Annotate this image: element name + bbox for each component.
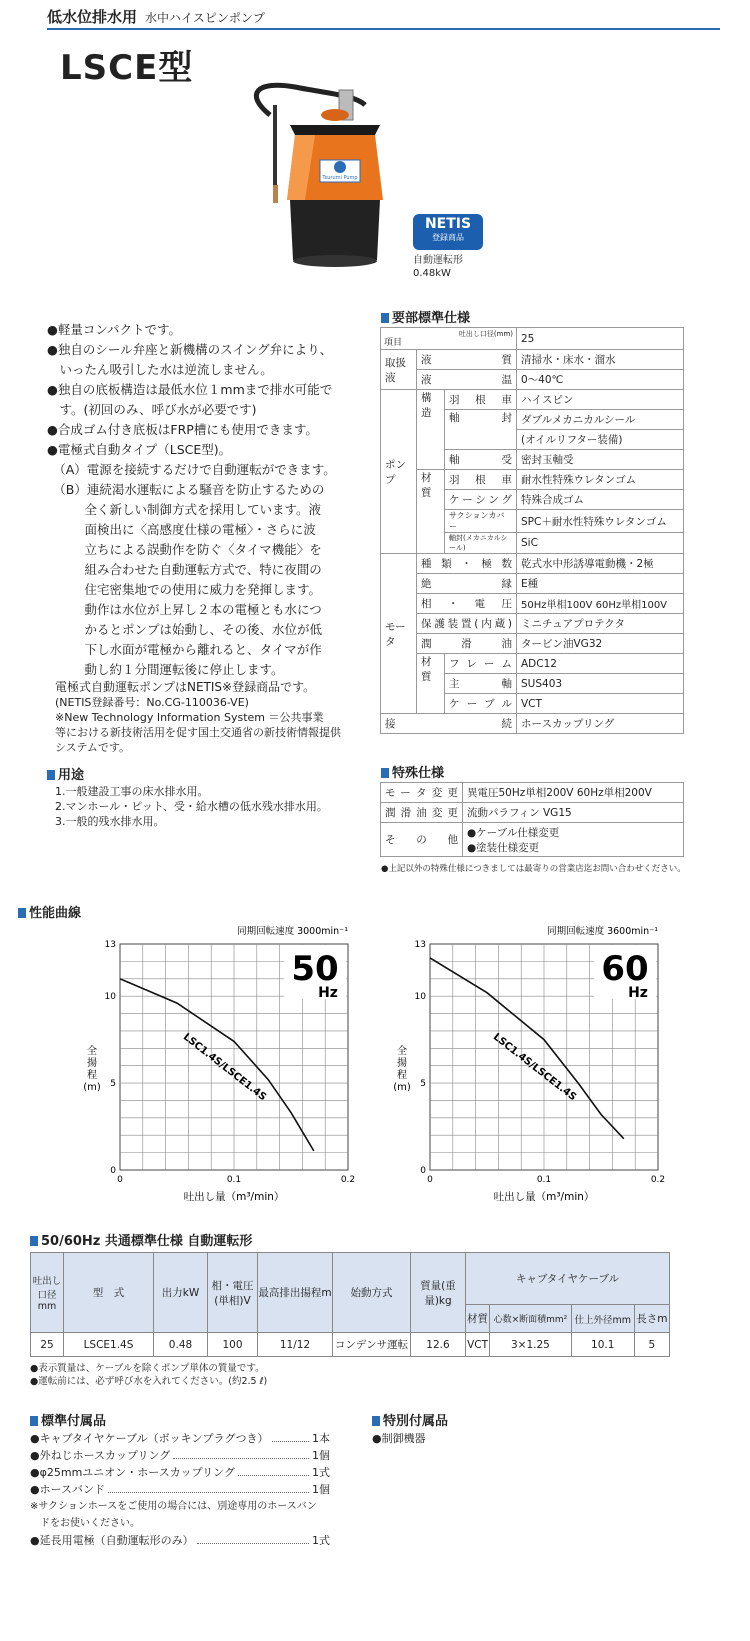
x-tick-label: 0.2 xyxy=(340,1175,356,1185)
pump-caption: 自動運転形 0.48kW xyxy=(413,255,463,279)
freq-unit: Hz xyxy=(318,985,338,1001)
y-axis-label: 全揚程(m) xyxy=(393,1046,411,1093)
series-label: LSC1.4S/LSCE1.4S xyxy=(490,1031,579,1104)
feature-item: 面検出に〈高感度仕様の電極〉・さらに波 xyxy=(47,522,316,537)
acc-name: ●φ25mmユニオン・ホースカップリング xyxy=(30,1466,235,1479)
acc-item xyxy=(30,1532,330,1549)
model-title: LSCE型 xyxy=(60,48,194,88)
chart-60hz xyxy=(380,920,680,1205)
feature-item: （A）電源を接続するだけで自動運転ができます。 xyxy=(47,462,336,477)
feature-list xyxy=(47,320,367,680)
feature-item: 住宅密集地での使用に威力を発揮します。 xyxy=(47,582,322,597)
feature-item: ●軽量コンパクトです。 xyxy=(47,322,182,337)
acc-qty: 1個 xyxy=(312,1483,330,1496)
spec-table: 吐出し口径(mm) 項目 25 取扱液 液 質 清掃水・床水・溜水 液 温 0〜40℃ ポンプ 構造 羽 根 車 ハイスピン 軸 封 ダブルメカニカルシール (オイルリフター装備) 軸 受 密封玉軸受 材質 羽 根 車 耐水性特殊ウレタンゴム ケーシング 特殊合成ゴム サクションカバー SPC＋耐水性特殊ウレタンゴム 軸封(メカニカルシール) SiC モータ 種類・極数 乾式水中形誘導電動機・2極 絶 縁 E種 相・電圧 50Hz単相100V 60Hz単相100V 保護装置(内蔵) ミニチュアプロテクタ 潤 滑 油 タービン油VG32 材質 フレーム ADC12 主 軸 SUS403 ケーブル VCT 接 続 ホースカップリング xyxy=(380,327,684,734)
std-notes: ●表示質量は、ケーブルを除くポンプ単体の質量です。 ●運転前には、必ず呼び水を入れてください。(約2.5 ℓ) xyxy=(30,1363,268,1387)
header-category: 低水位排水用 水中ハイスピンポンプ xyxy=(47,8,265,26)
y-tick-label: 0 xyxy=(110,1166,116,1176)
feature-item: いったん吸引した水は逆流しません。 xyxy=(47,362,273,377)
special-note: ●上記以外の特殊仕様につきましては最寄りの営業店迄お問い合わせください。 xyxy=(381,864,686,874)
pump-brand: Tsurumi Pump xyxy=(322,175,358,181)
y-tick-label: 5 xyxy=(110,1079,116,1090)
speed-label: 同期回転速度 3000min⁻¹ xyxy=(237,926,348,937)
acc-name: ●外ねじホースカップリング xyxy=(30,1449,171,1462)
acc-qty: 1本 xyxy=(312,1432,330,1445)
feature-item: ●合成ゴム付き底板はFRP槽にも使用できます。 xyxy=(47,422,318,437)
acc-qty: 1式 xyxy=(312,1466,330,1479)
feature-item: ●独自の底板構造は最低水位１mmまで排水可能で xyxy=(47,382,333,397)
std-acc-list xyxy=(30,1430,330,1549)
feature-item: かるとポンプは始動し、その後、水位が低 xyxy=(47,622,323,637)
pump-image xyxy=(235,75,405,270)
freq-unit: Hz xyxy=(628,985,648,1001)
acc-name: ●キャブタイヤケーブル（ボッキンプラグつき） xyxy=(30,1432,269,1445)
netis-note: 電極式自動運転ポンプはNETIS※登録商品です。 (NETIS登録番号：No.CG-110036-VE) ※New Technology Information System ＝公共事業 等における新技術活用を促す国土交通省の新技術情報提供 システムです。 xyxy=(55,680,341,754)
y-tick-label: 13 xyxy=(104,940,116,950)
acc-item xyxy=(30,1481,330,1498)
special-table: モータ変更 異電圧50Hz単相200V 60Hz単相200V 潤滑油変更 流動パラフィン VG15 そ の 他 ●ケーブル仕様変更 ●塗装仕様変更 xyxy=(380,782,684,857)
y-axis-label: 全揚程(m) xyxy=(83,1046,101,1093)
usage-list: 1.一般建設工事の床水排水用。 2.マンホール・ピット、受・給水槽の低水残水排水用。 3.一般的残水排水用。 xyxy=(55,785,328,828)
feature-item: 組み合わせた自動運転方式で、特に夜間の xyxy=(47,562,322,577)
feature-item: ●独自のシール弁座と新機構のスイング弁により、 xyxy=(47,342,333,357)
x-tick-label: 0.2 xyxy=(650,1175,666,1185)
freq-label: 60 xyxy=(601,949,649,989)
acc-item xyxy=(30,1447,330,1464)
speed-label: 同期回転速度 3600min⁻¹ xyxy=(547,926,658,937)
x-tick-label: 0.1 xyxy=(226,1175,242,1185)
special-acc-title: 特別付属品 xyxy=(372,1410,448,1429)
acc-name: ●延長用電極（自動運転形のみ） xyxy=(30,1534,194,1547)
special-acc-item: ●制御機器 xyxy=(372,1432,426,1445)
netis-badge: NETIS 登録商品 xyxy=(413,214,483,250)
feature-item: 動し約１分間運転後に停止します。 xyxy=(47,662,284,677)
std-acc-title: 標準付属品 xyxy=(30,1410,106,1429)
y-tick-label: 10 xyxy=(104,992,116,1003)
header-subtitle: 水中ハイスピンポンプ xyxy=(145,11,265,25)
feature-item: ●電極式自動タイプ（LSCE型)。 xyxy=(47,442,232,457)
acc-name: ●ホースバンド xyxy=(30,1483,106,1496)
y-tick-label: 0 xyxy=(420,1166,426,1176)
std-table-title: 50/60Hz 共通標準仕様 自動運転形 xyxy=(30,1230,252,1249)
feature-item: 下し水面が電極から離れると、タイマが作 xyxy=(47,642,322,657)
series-label: LSC1.4S/LSCE1.4S xyxy=(180,1031,269,1104)
feature-item: （B）連続渇水運転による騒音を防止するための xyxy=(47,482,325,497)
feature-item: 全く新しい制御方式を採用しています。液 xyxy=(47,502,322,517)
feature-item: 動作は水位が上昇し２本の電極とも水につ xyxy=(47,602,322,617)
acc-note: ドをお使いください。 xyxy=(30,1518,140,1529)
x-axis-label: 吐出し量（m³/min） xyxy=(493,1191,595,1203)
perf-title: 性能曲線 xyxy=(18,902,81,921)
special-title: 特殊仕様 xyxy=(381,762,444,781)
usage-title: 用途 xyxy=(47,764,84,783)
acc-note: ※サクションホースをご使用の場合には、別途専用のホースバン xyxy=(30,1501,317,1512)
acc-item xyxy=(30,1430,330,1447)
header-divider xyxy=(47,28,720,30)
x-axis-label: 吐出し量（m³/min） xyxy=(183,1191,285,1203)
feature-item: す。(初回のみ、呼び水が必要です) xyxy=(47,402,257,417)
y-tick-label: 10 xyxy=(414,992,426,1003)
chart-50hz xyxy=(70,920,370,1205)
feature-item: 立ちによる誤動作を防ぐ〈タイマ機能〉を xyxy=(47,542,322,557)
x-tick-label: 0 xyxy=(117,1175,123,1185)
x-tick-label: 0 xyxy=(427,1175,433,1185)
std-table: 吐出し口径mm 型 式 出力kW 相・電圧(単相)V 最高排出揚程m 始動方式 質量(重量)kg キャブタイヤケーブル 材質 心数×断面積mm² 仕上外径mm 長さm 25 LSCE1.4S 0.48 100 11/12 コンデンサ運転 12.6 VCT 3×1.25 10.1 5 xyxy=(30,1252,670,1357)
spec-title: 要部標準仕様 xyxy=(381,307,470,326)
x-tick-label: 0.1 xyxy=(536,1175,552,1185)
acc-qty: 1式 xyxy=(312,1534,330,1547)
freq-label: 50 xyxy=(291,949,339,989)
acc-item xyxy=(30,1464,330,1481)
y-tick-label: 5 xyxy=(420,1079,426,1090)
acc-qty: 1個 xyxy=(312,1449,330,1462)
y-tick-label: 13 xyxy=(414,940,426,950)
